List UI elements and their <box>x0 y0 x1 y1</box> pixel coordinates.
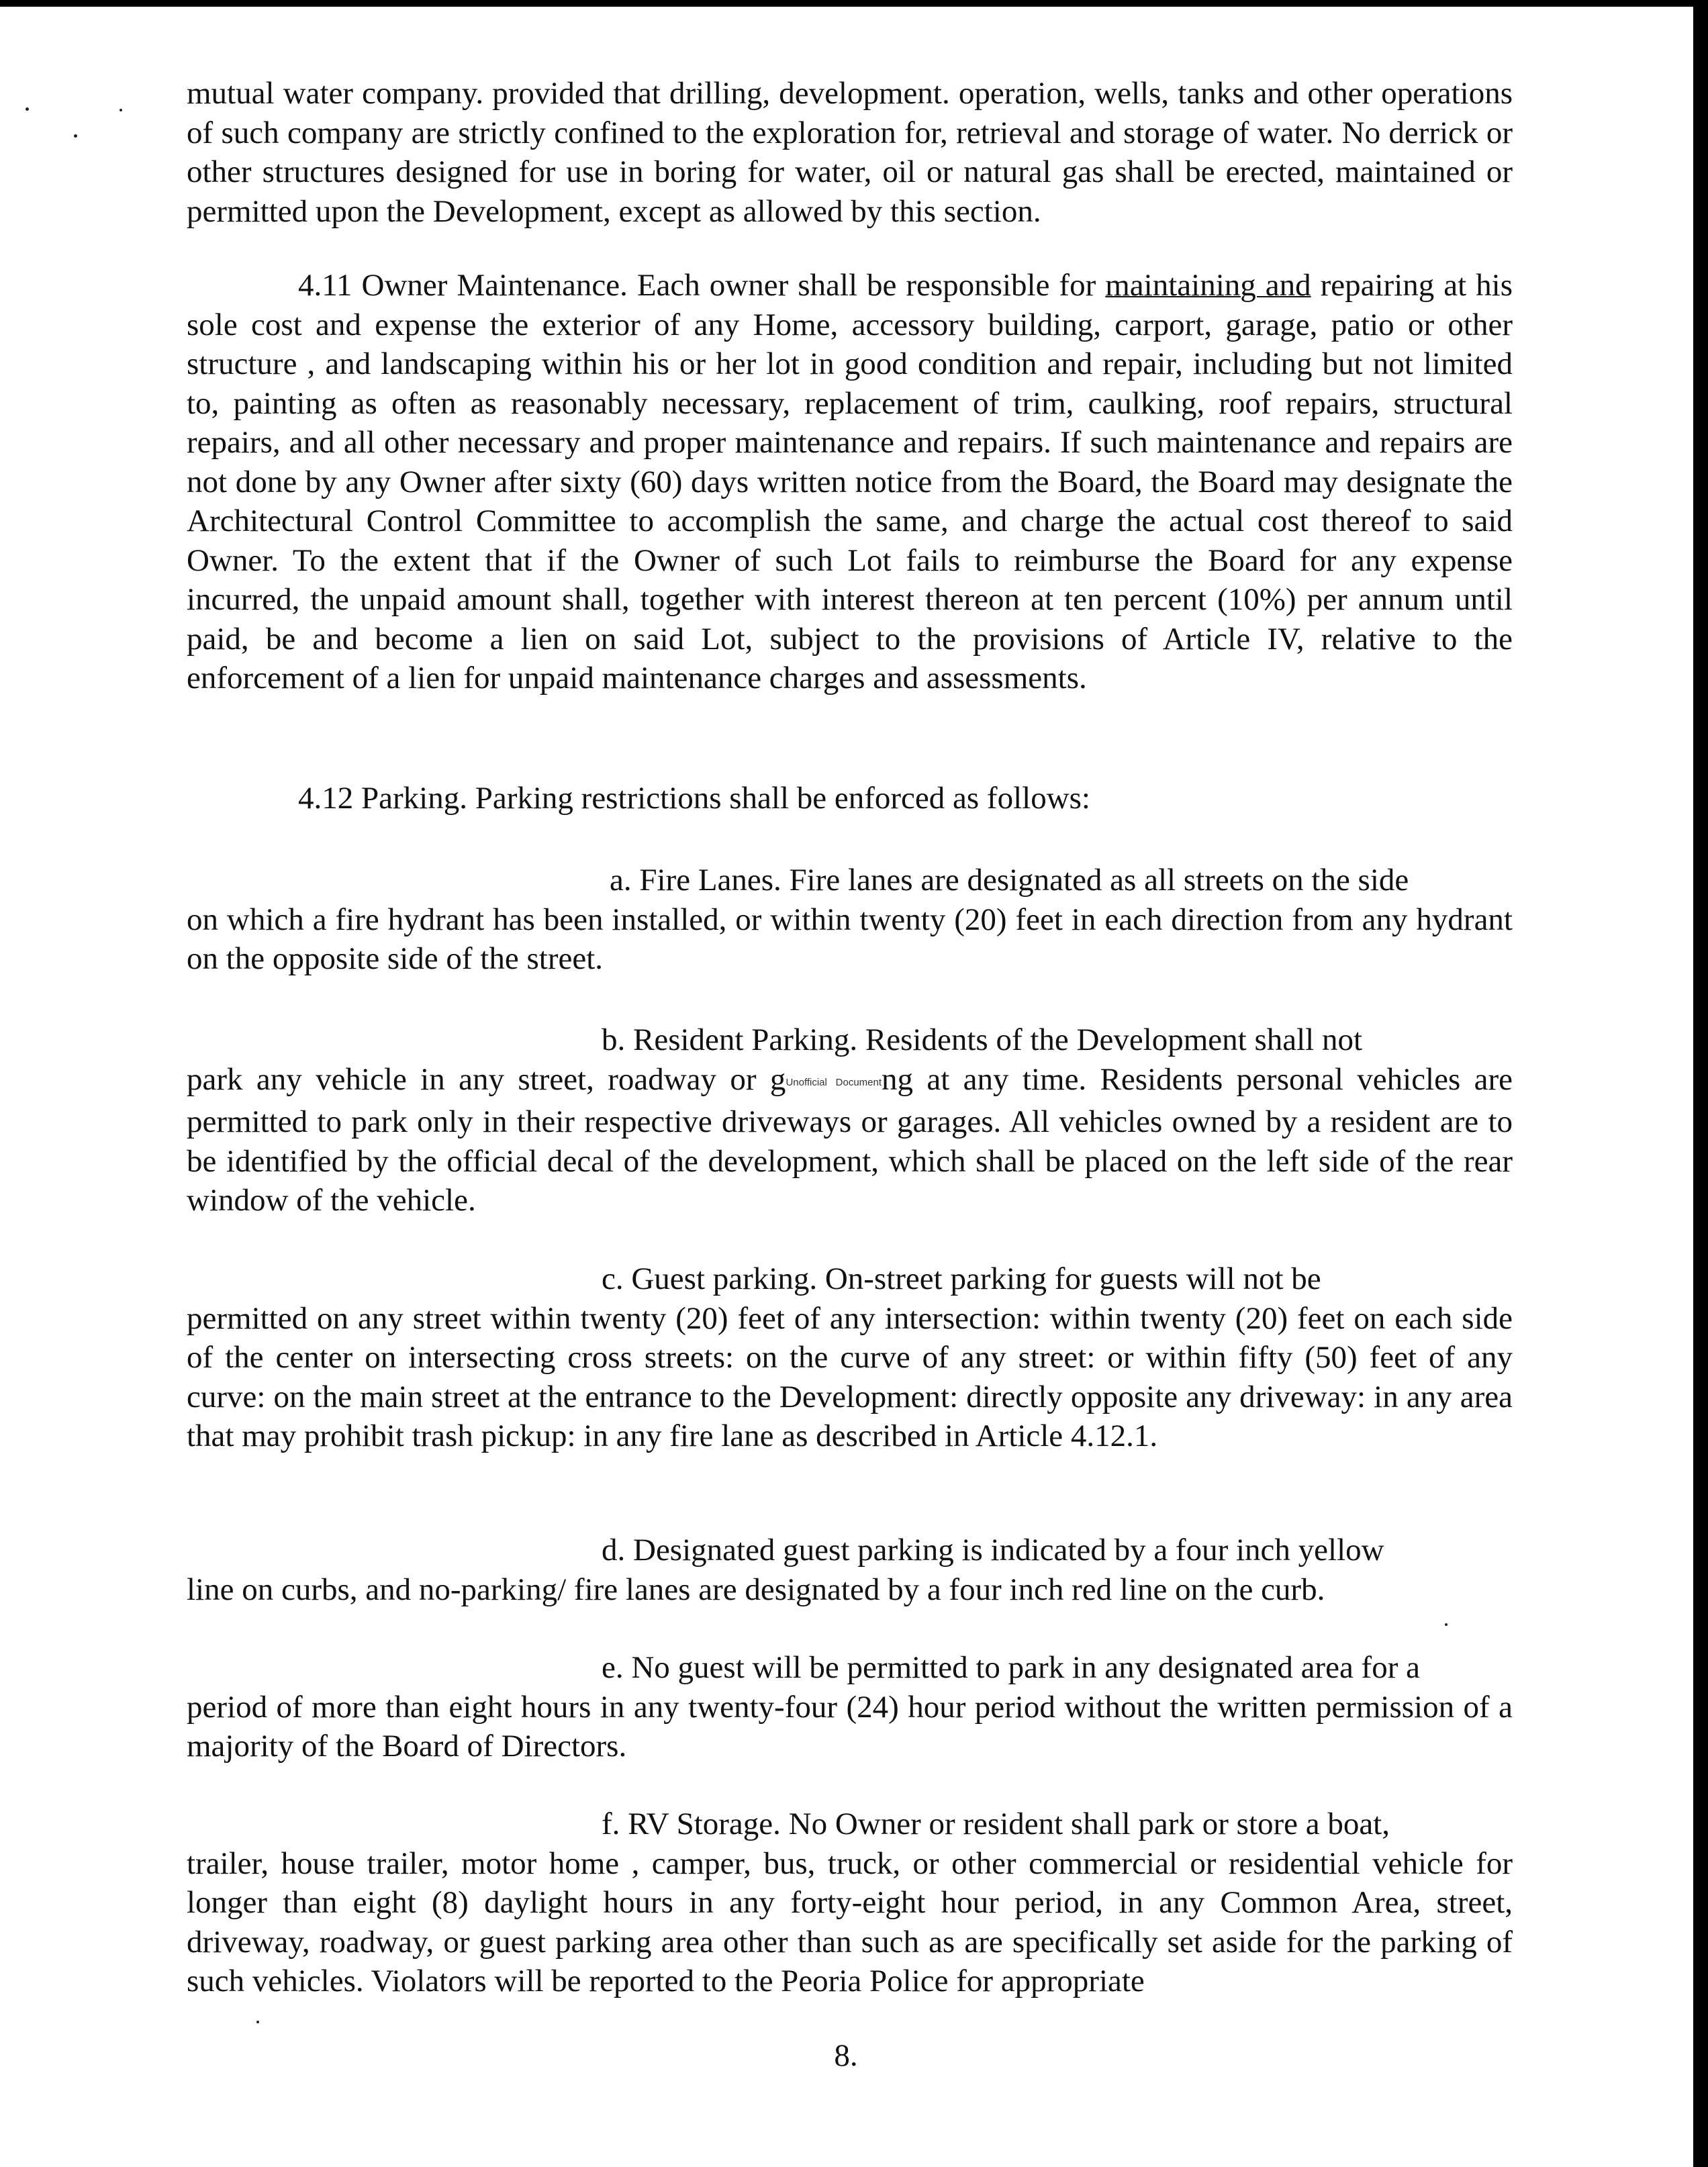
section-body-text: repairing at his sole cost and expense the exterior of any Home, accessory building, carport, garage, patio or other structure , and landscaping within his or her lot in good condition and repair, including but not limited to, painting as often as reasonably necessary, replacement of trim, caulking, roof repairs, structural repairs, and all other necessary and proper maintenance and repairs. If such maintenance and repairs are not done by any Owner after sixty (60) days written notice from the Board, the Board may designate the Architectural Control Committee to accomplish the same, and charge the actual cost thereof to said Owner. To the extent that if the Owner of such Lot fails to reimburse the Board for any expense incurred, the unpaid amount shall, together with interest thereon at ten percent (10%) per annum until paid, be and become a lien on said Lot, subject to the provisions of Article IV, relative to the enforcement of a lien for unpaid maintenance charges and assessments. <box>187 268 1513 695</box>
scan-speck <box>26 107 29 111</box>
scan-speck <box>120 109 122 111</box>
scan-speck <box>74 134 77 138</box>
scan-speck <box>1445 1623 1448 1626</box>
item-body <box>187 1060 1513 1220</box>
section-heading: 4.11 Owner Maintenance. <box>298 268 628 303</box>
item-first-line: c. Guest parking. On-street parking for guests will not be <box>602 1261 1321 1296</box>
item-first-line: b. Resident Parking. Residents of the Development shall not <box>602 1022 1363 1057</box>
item-first-line: d. Designated guest parking is indicated by a four inch yellow <box>602 1533 1384 1568</box>
item-a-fire-lanes <box>187 861 1513 979</box>
item-first-line: e. No guest will be permitted to park in any designated area for a <box>602 1650 1420 1685</box>
paragraph-water-company <box>187 74 1513 231</box>
item-f-rv-storage <box>187 1804 1513 2001</box>
scan-speck <box>256 2021 259 2023</box>
item-d-designated-guest-parking <box>187 1531 1513 1609</box>
section-4-11-owner-maintenance <box>187 266 1513 698</box>
section-heading: 4.12 Parking. Parking restrictions shall be enforced as follows: <box>298 781 1090 816</box>
item-body: period of more than eight hours in any twenty-four (24) hour period without the written permission of a majority of the Board of Directors. <box>187 1689 1513 1764</box>
item-body: on which a fire hydrant has been installed, or within twenty (20) feet in each direction from any hydrant on the opposite side of the street. <box>187 902 1513 976</box>
item-c-guest-parking <box>187 1259 1513 1456</box>
section-lead-text: Each owner shall be responsible for <box>636 268 1096 303</box>
item-body-text: park any vehicle in any street, roadway or g <box>187 1061 786 1097</box>
item-first-line: a. Fire Lanes. Fire lanes are designated as all streets on the side <box>610 863 1409 898</box>
item-body: line on curbs, and no-parking/ fire lanes are designated by a four inch red line on the curb. <box>187 1572 1325 1607</box>
underlined-text: maintaining and <box>1105 268 1311 303</box>
page-number: 8. <box>834 2038 858 2073</box>
section-4-12-parking <box>187 779 1513 818</box>
scan-border-right <box>1693 0 1708 2167</box>
item-body: permitted on any street within twenty (20) feet of any intersection: within twenty (20) feet on each side of the center on intersecting cross streets: on the curve of any street: or within fifty (50) feet of any curve: on the main street at the entrance to the Development: directly opposite any driveway: in any area that may prohibit trash pickup: in any fire lane as described in Article 4.12.1. <box>187 1300 1513 1453</box>
item-e-guest-time-limit <box>187 1648 1513 1766</box>
unofficial-document-watermark: Unofficial Document <box>786 1076 882 1088</box>
item-body: trailer, house trailer, motor home , camper, bus, truck, or other commercial or residential vehicle for longer than eight (8) daylight hours in any forty-eight hour period, in any Common Area, street, driveway, roadway, or guest parking area other than such as are specifically set aside for the parking of such vehicles. Violators will be reported to the Peoria Police for appropriate <box>187 1845 1513 1999</box>
scan-border-top <box>0 0 1708 7</box>
item-b-resident-parking <box>187 1020 1513 1220</box>
item-body-text: ng at any time. Residents personal vehicles are permitted to park only in their respective driveways or garages. All vehicles owned by a resident are to be identified by the official decal of the development, which shall be placed on the left side of the rear window of the vehicle. <box>187 1061 1513 1218</box>
paragraph-text: mutual water company. provided that drilling, development. operation, wells, tanks and other operations of such company are strictly confined to the exploration for, retrieval and storage of water. No derrick or other structures designed for use in boring for water, oil or natural gas shall be erected, maintained or permitted upon the Development, except as allowed by this section. <box>187 76 1513 229</box>
item-first-line: f. RV Storage. No Owner or resident shall park or store a boat, <box>602 1807 1390 1841</box>
